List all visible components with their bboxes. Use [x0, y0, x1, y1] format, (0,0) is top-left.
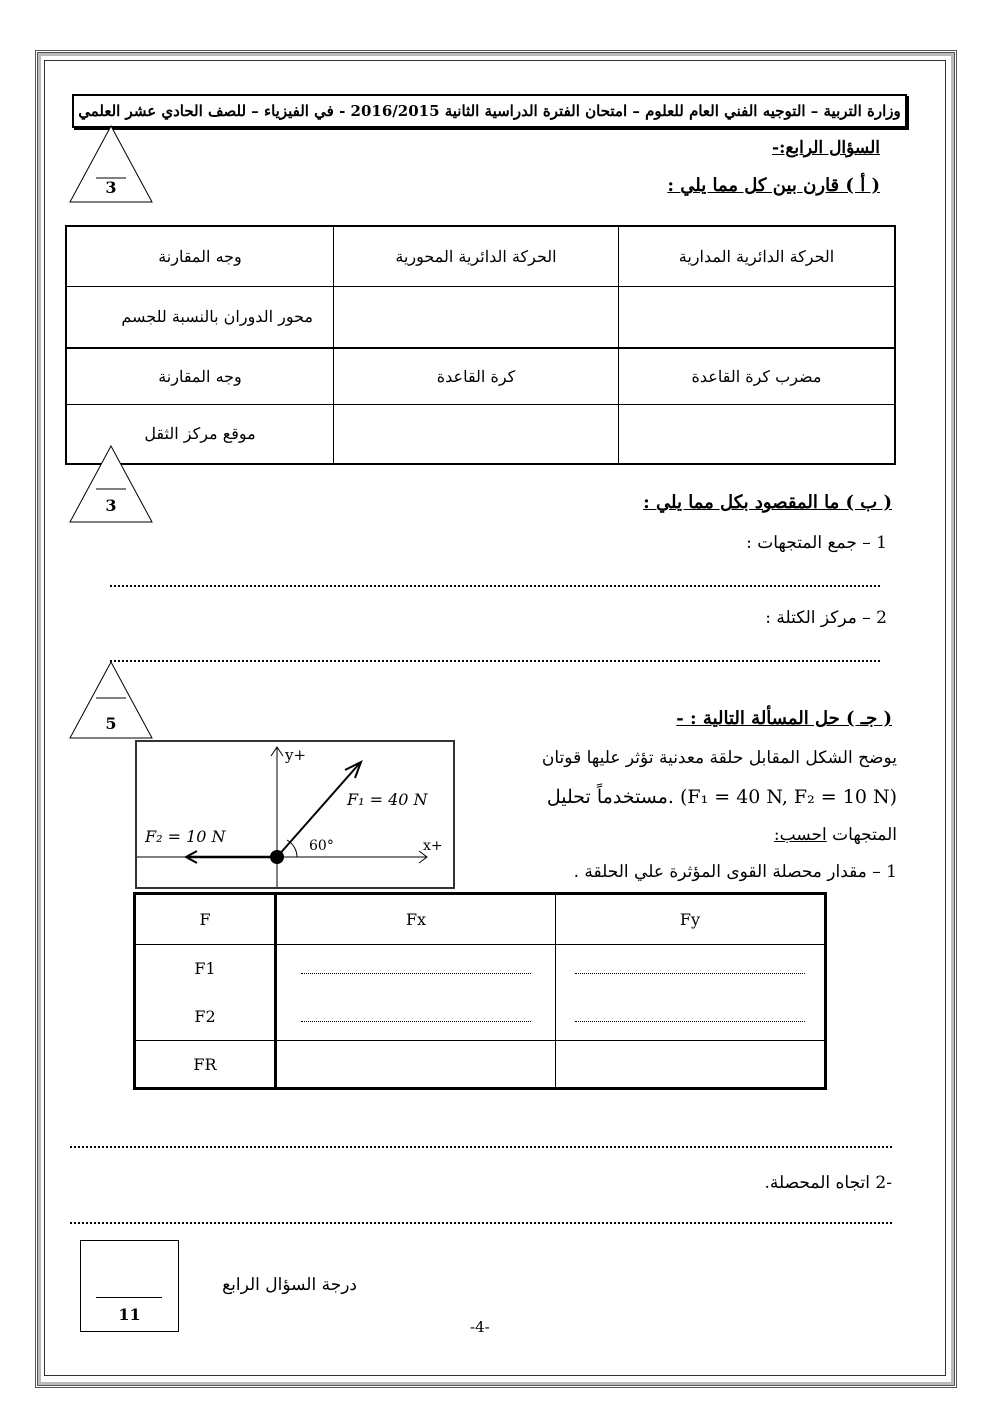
answer-cell[interactable]: [276, 1041, 556, 1089]
question-2: -2 اتجاه المحصلة.: [764, 1173, 892, 1193]
page-number: -4-: [470, 1318, 490, 1336]
cell: F: [135, 894, 276, 945]
cell: كرة القاعدة: [334, 348, 619, 404]
part-a-title: ( أ ) قارن بين كل مما يلي :: [667, 175, 880, 196]
question-title: السؤال الرابع:-: [772, 138, 880, 158]
cell: مضرب كرة القاعدة: [619, 348, 896, 404]
problem-text: المتجهات: [832, 825, 897, 845]
cell: F1: [135, 945, 276, 993]
score-a: 3: [105, 178, 117, 197]
f2-label: F₂ = 10 N: [145, 827, 226, 846]
score-c: 5: [105, 714, 117, 733]
total-score: 11: [118, 1305, 141, 1324]
cell: Fx: [276, 894, 556, 945]
force-diagram: [135, 740, 455, 889]
answer-line[interactable]: [575, 973, 805, 974]
cell: وجه المقارنة: [66, 348, 334, 404]
part-b-title: ( ب ) ما المقصود بكل مما يلي :: [643, 492, 892, 513]
cell: محور الدوران بالنسبة للجسم: [66, 286, 334, 348]
y-axis-label: y+: [285, 746, 307, 764]
answer-line[interactable]: [70, 1146, 892, 1148]
question-1: 1 – مقدار محصلة القوى المؤثرة علي الحلقة .: [573, 862, 897, 882]
answer-line[interactable]: [110, 585, 880, 587]
problem-text: (F₁ = 40 N, F₂ = 10 N) .مستخدماً تحليل: [546, 786, 897, 808]
part-c-title: ( جـ ) حل المسألة التالية : -: [676, 708, 892, 729]
answer-line[interactable]: [575, 1021, 805, 1022]
answer-line[interactable]: [301, 1021, 531, 1022]
exam-header: وزارة التربية – التوجيه الفني العام للعلوم – امتحان الفترة الدراسية الثانية 2016/2015 - في الفيزياء – للصف الحادي عشر العلمي: [72, 94, 907, 128]
score-b: 3: [105, 496, 117, 515]
answer-cell[interactable]: [334, 286, 619, 348]
part-b-item: 1 – جمع المتجهات :: [746, 533, 887, 553]
answer-cell[interactable]: [334, 404, 619, 464]
problem-text: احسب:: [773, 825, 827, 845]
cell: FR: [135, 1041, 276, 1089]
answer-line[interactable]: [110, 660, 880, 662]
answer-cell[interactable]: [556, 1041, 826, 1089]
total-score-box: [80, 1240, 179, 1332]
x-axis-label: x+: [423, 838, 443, 854]
answer-cell[interactable]: [619, 286, 896, 348]
answer-cell[interactable]: [619, 404, 896, 464]
cell: الحركة الدائرية المدارية: [619, 226, 896, 286]
part-b-item: 2 – مركز الكتلة :: [765, 608, 887, 628]
total-label: درجة السؤال الرابع: [222, 1275, 357, 1295]
answer-line[interactable]: [301, 973, 531, 974]
comparison-table: [65, 225, 896, 465]
problem-text: يوضح الشكل المقابل حلقة معدنية تؤثر عليها قوتان: [541, 748, 897, 768]
answer-line[interactable]: [70, 1222, 892, 1224]
cell: وجه المقارنة: [66, 226, 334, 286]
cell: Fy: [556, 894, 826, 945]
f1-label: F₁ = 40 N: [347, 790, 428, 809]
cell: الحركة الدائرية المحورية: [334, 226, 619, 286]
cell: موقع مركز الثقل: [66, 404, 334, 464]
angle-label: 60°: [309, 838, 334, 854]
components-table: [133, 892, 827, 1090]
cell: F2: [135, 993, 276, 1041]
